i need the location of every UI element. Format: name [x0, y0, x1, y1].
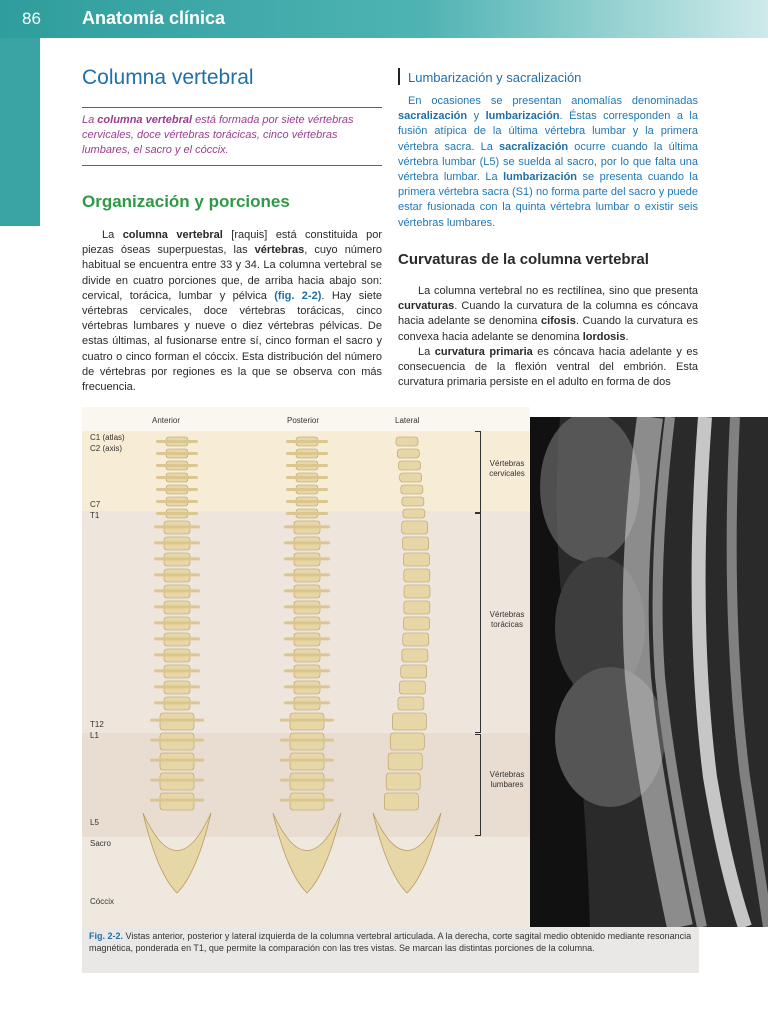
label-toracicas: Vértebras torácicas	[489, 610, 525, 629]
vertebra-shape	[403, 617, 429, 630]
right-column-text	[398, 284, 698, 390]
transverse-process	[284, 701, 330, 704]
intro-bold: columna vertebral	[97, 114, 193, 126]
transverse-process	[280, 759, 334, 762]
header-band	[0, 0, 768, 38]
mri-sagittal-illustration	[530, 417, 768, 927]
paragraph	[82, 228, 382, 395]
vertebra-shape	[402, 649, 428, 662]
vertebra-shape	[401, 665, 427, 678]
label-c1: C1 (atlas)	[90, 433, 125, 442]
term: lordosis	[582, 330, 626, 343]
transverse-process	[286, 488, 328, 491]
vertebra-shape	[400, 473, 422, 482]
vertebra-shape	[404, 569, 430, 582]
transverse-process	[280, 719, 334, 722]
transverse-process	[286, 440, 328, 443]
transverse-process	[280, 739, 334, 742]
spine-posterior-view	[273, 437, 341, 893]
intro-summary	[82, 107, 382, 166]
text: [raquis] está constituida por piezas óseas superpuestas, las	[82, 229, 382, 257]
vertebra-shape	[401, 485, 423, 494]
text: En ocasiones se presentan anomalías denominadas	[408, 95, 698, 107]
transverse-process	[150, 799, 204, 802]
sidebar-box	[398, 68, 700, 85]
transverse-process	[284, 589, 330, 592]
vertebra-shape	[404, 601, 430, 614]
transverse-process	[286, 512, 328, 515]
transverse-process	[286, 500, 328, 503]
subsection-title: Curvaturas de la columna vertebral	[398, 251, 649, 268]
transverse-process	[284, 637, 330, 640]
transverse-process	[156, 476, 198, 479]
label-l5: L5	[90, 818, 99, 827]
text: se presenta cuando la primera vértebra sacra (S1) no forma parte del sacro y puede estar fusionada con la quinta vértebra lumbar o existir seis vértebras lumbares.	[398, 171, 698, 229]
box-text	[398, 94, 698, 231]
chapter-title: Anatomía clínica	[82, 8, 226, 28]
vertebra-shape	[388, 753, 422, 770]
text: ocurre cuando la última vértebra lumbar (L5) se suelda al sacro, por lo que falta una vértebra lumbar. La	[398, 140, 698, 184]
label-t12: T12	[90, 720, 104, 729]
text: La	[418, 345, 435, 358]
transverse-process	[284, 685, 330, 688]
text: . Hay siete vértebras cervicales, doce vértebras torácicas, cinco vértebras lumbares y nueve o diez vértebras pélvicas. De estas últimas, al fusionarse entre sí, cinco forman el sacro y cuatro o cinco forman el cóccix. Esta distribución del número de vértebras por regiones es la que se observa con más frecuencia.	[82, 289, 383, 394]
transverse-process	[156, 500, 198, 503]
transverse-process	[156, 464, 198, 467]
label-coccix: Cóccix	[90, 897, 115, 906]
transverse-process	[284, 653, 330, 656]
vertebra-shape	[402, 497, 424, 506]
term: columna vertebral	[122, 229, 223, 241]
label-sacro: Sacro	[90, 839, 111, 848]
transverse-process	[156, 488, 198, 491]
term: cifosis	[540, 315, 576, 328]
transverse-process	[150, 759, 204, 762]
label-t1: T1	[90, 511, 100, 520]
transverse-process	[284, 525, 330, 528]
figure-caption	[82, 927, 699, 973]
section-title: Organización y porciones	[82, 192, 290, 211]
caption-text: Vistas anterior, posterior y lateral izquierda de la columna vertebral articulada. A la derecha, corte sagital medio obtenido mediante resonancia magnética, ponderada en T1, que permite la comparación con las tres vistas. Se marcan las distintas porciones de la columna.	[89, 931, 692, 953]
vertebra-shape	[403, 553, 429, 566]
transverse-process	[284, 573, 330, 576]
intro-text: La	[82, 114, 98, 126]
transverse-process	[154, 557, 200, 560]
transverse-process	[154, 605, 200, 608]
transverse-process	[154, 669, 200, 672]
label-c7: C7	[90, 500, 101, 509]
transverse-process	[284, 669, 330, 672]
vertebra-shape	[386, 773, 420, 790]
vertebra-shape	[390, 733, 424, 750]
term: sacralización	[398, 110, 468, 123]
label-l1: L1	[90, 731, 99, 740]
transverse-process	[280, 779, 334, 782]
term: lumbarización	[503, 171, 578, 184]
page-number: 86	[22, 9, 41, 28]
transverse-process	[154, 637, 200, 640]
spine-lateral-view	[373, 437, 441, 893]
text: es cóncava hacia adelante y es consecuencia de la flexión ventral del embrión. Esta curvatura primaria persiste en el adulto en forma de dos	[398, 345, 699, 389]
transverse-process	[154, 701, 200, 704]
label-anterior: Anterior	[152, 416, 181, 425]
vertebra-shape	[384, 793, 418, 810]
transverse-process	[154, 685, 200, 688]
vertebra-shape	[398, 461, 420, 470]
figure-reference[interactable]: (fig. 2-2)	[274, 289, 322, 302]
transverse-process	[156, 512, 198, 515]
transverse-process	[286, 464, 328, 467]
transverse-process	[154, 573, 200, 576]
caption-label: Fig. 2-2.	[89, 931, 124, 941]
label-lateral: Lateral	[395, 416, 420, 425]
vertebra-shape	[404, 585, 430, 598]
label-c2: C2 (axis)	[90, 444, 123, 453]
transverse-process	[150, 739, 204, 742]
transverse-process	[156, 440, 198, 443]
spine-illustrations	[82, 407, 530, 927]
transverse-process	[150, 719, 204, 722]
text: y	[467, 110, 486, 123]
side-tab	[0, 38, 40, 226]
transverse-process	[154, 653, 200, 656]
page-title: Columna vertebral	[82, 66, 254, 89]
vertebra-shape	[398, 697, 424, 710]
paragraph	[398, 345, 698, 391]
vertebra-shape	[392, 713, 426, 730]
transverse-process	[284, 541, 330, 544]
text: . Cuando la curvatura es convexa hacia adelante se denomina	[398, 315, 698, 343]
box-title: Lumbarización y sacralización	[408, 70, 582, 85]
transverse-process	[156, 452, 198, 455]
term: sacralización	[499, 140, 569, 153]
vertebra-shape	[403, 633, 429, 646]
transverse-process	[284, 557, 330, 560]
transverse-process	[286, 476, 328, 479]
label-posterior: Posterior	[287, 416, 320, 425]
text: . Cuando la curvatura de la columna es cóncava hacia adelante se denomina	[398, 300, 698, 328]
term: curvatura primaria	[434, 345, 533, 358]
text: La	[102, 229, 123, 241]
transverse-process	[154, 541, 200, 544]
transverse-process	[150, 779, 204, 782]
sacrum-shape	[373, 813, 441, 893]
transverse-process	[154, 621, 200, 624]
vertebra-shape	[403, 537, 429, 550]
term: lumbarización	[485, 110, 560, 123]
mri-image	[530, 417, 768, 927]
vertebra-shape	[402, 521, 428, 534]
vertebra-shape	[396, 437, 418, 446]
transverse-process	[284, 605, 330, 608]
transverse-process	[154, 525, 200, 528]
label-cervicales: Vértebras cervicales	[489, 459, 525, 478]
figure-spine	[82, 407, 768, 927]
transverse-process	[286, 452, 328, 455]
transverse-process	[154, 589, 200, 592]
transverse-process	[280, 799, 334, 802]
vertebra-shape	[399, 681, 425, 694]
left-column-text	[82, 228, 382, 395]
sacrum-shape	[143, 813, 211, 893]
text: .	[625, 330, 629, 343]
text: . Éstas corresponden a la fusión atípica de la última vértebra lumbar y la primera vértebra sacra. La	[398, 110, 698, 153]
term: curvaturas	[398, 300, 455, 313]
vertebra-shape	[403, 509, 425, 518]
term: vértebras	[254, 244, 305, 257]
transverse-process	[284, 621, 330, 624]
paragraph	[398, 284, 698, 345]
intro-text-rest: está formada por siete vértebras cervicales, doce vértebras torácicas, cinco vértebras lumbares, el sacro y el cóccix.	[82, 114, 354, 156]
label-lumbares: Vértebras lumbares	[489, 770, 525, 789]
vertebra-shape	[397, 449, 419, 458]
spine-anterior-view	[143, 437, 211, 893]
sacrum-shape	[273, 813, 341, 893]
text: , cuyo número habitual se encuentra entre 33 y 34. La columna vertebral se divide en cuatro porciones que, de arriba hacia abajo son: cervical, torácica, lumbar y pélvica	[82, 244, 382, 302]
text: La columna vertebral no es rectilínea, sino que presenta	[418, 285, 698, 297]
